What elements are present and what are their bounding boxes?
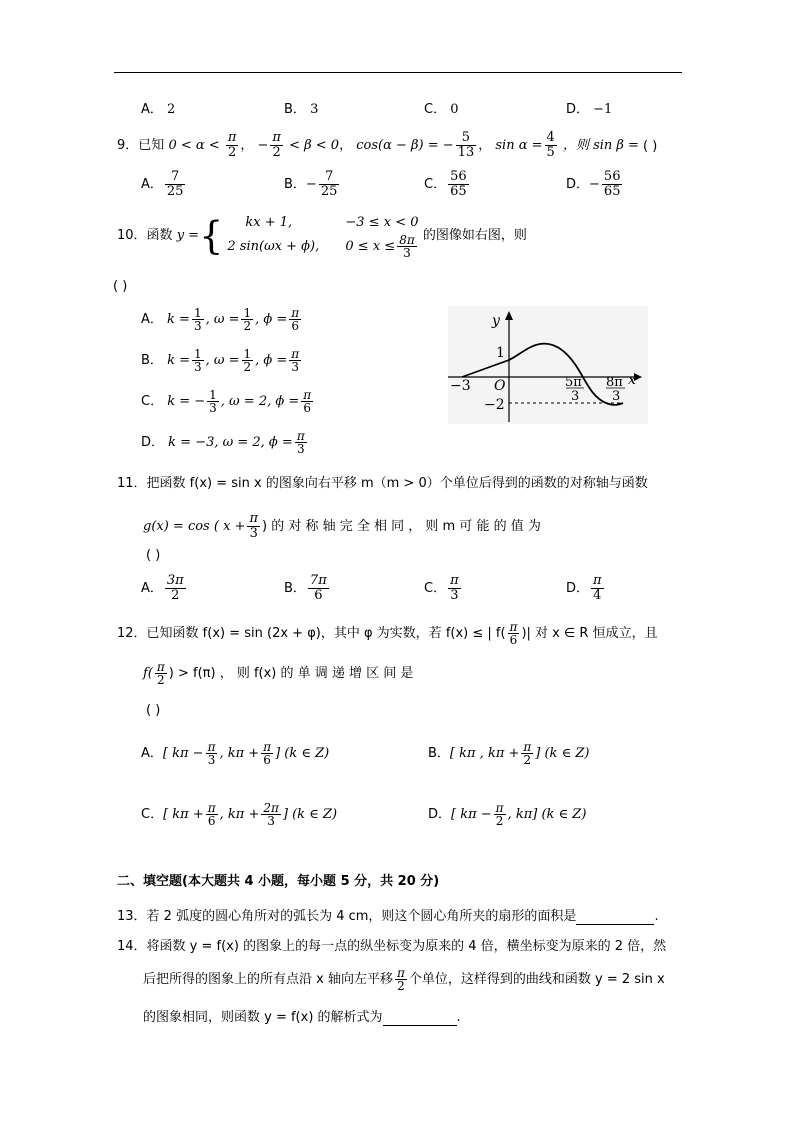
- q12-option-c[interactable]: C．[ kπ + $\frac{\pi}{6}$ , kπ + $\frac{2\pi}{3}$ ] (k ∈ Z): [141, 801, 338, 828]
- q12-answer-paren[interactable]: ( ): [146, 703, 161, 718]
- q14-line3: 的图象相同，则函数 y = f(x) 的解析式为 .: [143, 1010, 461, 1025]
- q9-option-a[interactable]: A． $\frac{7}{25}$: [141, 169, 184, 199]
- q12-option-d[interactable]: D．[ kπ − $\frac{\pi}{2}$ , kπ] (k ∈ Z): [428, 801, 587, 828]
- q9-option-b[interactable]: B．− $\frac{7}{25}$: [284, 169, 338, 199]
- tick-five-pi-den: 3: [571, 389, 580, 404]
- q14-answer-blank[interactable]: [383, 1010, 457, 1026]
- q9-answer-paren[interactable]: ( ): [643, 139, 658, 154]
- tick-minus-three: −3: [450, 378, 471, 394]
- header-rule: [114, 72, 682, 73]
- q10-answer-paren[interactable]: ( ): [113, 279, 128, 294]
- q14-line1: 14．将函数 y = f(x) 的图象上的每一点的纵坐标变为原来的 4 倍，横坐标变为原来的 2 倍，然: [117, 939, 667, 954]
- tick-eight-pi-den: 3: [612, 389, 621, 404]
- q11-option-a[interactable]: A． $\frac{3\pi}{2}$: [141, 573, 184, 603]
- tick-eight-pi: 8π: [606, 375, 623, 390]
- q13-stem: 13．若 2 弧度的圆心角所对的弧长为 4 cm，则这个圆心角所夹的扇形的面积是 .: [117, 909, 659, 924]
- q8-option-d[interactable]: D． −1: [566, 102, 613, 117]
- q8-option-c[interactable]: C． 0: [424, 102, 459, 117]
- q13-answer-blank[interactable]: [576, 909, 654, 925]
- q9-option-d[interactable]: D．− $\frac{56}{65}$: [566, 169, 621, 199]
- q11-answer-paren[interactable]: ( ): [146, 548, 161, 563]
- q10-option-c[interactable]: C． k = − $\frac{1}{3}$ , ω = 2, ϕ = $\frac{\pi}{6}$: [141, 388, 312, 415]
- q11-option-b[interactable]: B． $\frac{7\pi}{6}$: [284, 573, 327, 603]
- tick-one: 1: [496, 345, 505, 361]
- tick-minus-two: −2: [484, 397, 505, 413]
- q9-option-c[interactable]: C． $\frac{56}{65}$: [424, 169, 467, 199]
- q10-option-a[interactable]: A． k = $\frac{1}{3}$ , ω = $\frac{1}{2}$ , ϕ = $\frac{\pi}{6}$: [141, 306, 300, 333]
- q12-line2: f( $\frac{\pi}{2}$ ) > f(π) ， 则 f(x) 的 单 调 递 增 区 间 是: [143, 660, 414, 687]
- q11-line2: g(x) = cos ( x + $\frac{\pi}{3}$ ) 的 对 称 轴 完 全 相 同 ， 则 m 可 能 的 值 为: [143, 511, 541, 541]
- q10-option-b[interactable]: B． k = $\frac{1}{3}$ , ω = $\frac{1}{2}$ , ϕ = $\frac{\pi}{3}$: [141, 347, 300, 374]
- q9-stem: 9．已知 0 < α < $\frac{\pi}{2}$ ， − $\frac{\pi}{2}$ < β < 0， cos(α − β) = − $\frac{5}{13}$ ， sin α = $\frac{4}{5}$ ，则 sin β =: [117, 130, 639, 160]
- left-brace-icon: {: [199, 213, 224, 258]
- section-title-fill-in: 二、填空题(本大题共 4 小题，每小题 5 分，共 20 分): [117, 874, 440, 889]
- q12-option-b[interactable]: B．[ kπ , kπ + $\frac{\pi}{2}$ ] (k ∈ Z): [428, 740, 590, 767]
- q8-option-b[interactable]: B． 3: [284, 102, 319, 117]
- q14-line2: 后把所得的图象上的所有点沿 x 轴向左平移 $\frac{\pi}{2}$ 个单位，这样得到的曲线和函数 y = 2 sin x: [143, 966, 665, 993]
- q11-option-c[interactable]: C． $\frac{\pi}{3}$: [424, 573, 459, 603]
- graph-background: [448, 306, 648, 424]
- tick-five-pi: 5π: [565, 375, 582, 390]
- q11-option-d[interactable]: D． $\frac{\pi}{4}$: [566, 573, 602, 603]
- q12-option-a[interactable]: A．[ kπ − $\frac{\pi}{3}$ , kπ + $\frac{\pi}{6}$ ] (k ∈ Z): [141, 740, 330, 767]
- q12-line1: 12．已知函数 f(x) = sin (2x + φ)，其中 φ 为实数，若 f(x) ≤ | f( $\frac{\pi}{6}$ )| 对 x ∈ R 恒成立，且: [117, 620, 658, 647]
- q11-line1: 11．把函数 f(x) = sin x 的图象向右平移 m（m > 0）个单位后得到的函数的对称轴与函数: [117, 476, 648, 491]
- y-axis-label: y: [492, 313, 500, 329]
- origin-label: O: [494, 378, 506, 394]
- q8-option-a[interactable]: A． 2: [141, 102, 176, 117]
- q10-stem: 10．函数 y ={ kx + 1, −3 ≤ x < 0 2 sin(ωx + ϕ), 0 ≤ x ≤ $\frac{8\pi}{3}$ 的图像如右图，则: [117, 213, 527, 260]
- x-axis-label: x: [628, 372, 636, 388]
- q10-function-graph: [448, 306, 648, 424]
- q10-option-d[interactable]: D． k = −3, ω = 2, ϕ = $\frac{\pi}{3}$: [141, 429, 305, 456]
